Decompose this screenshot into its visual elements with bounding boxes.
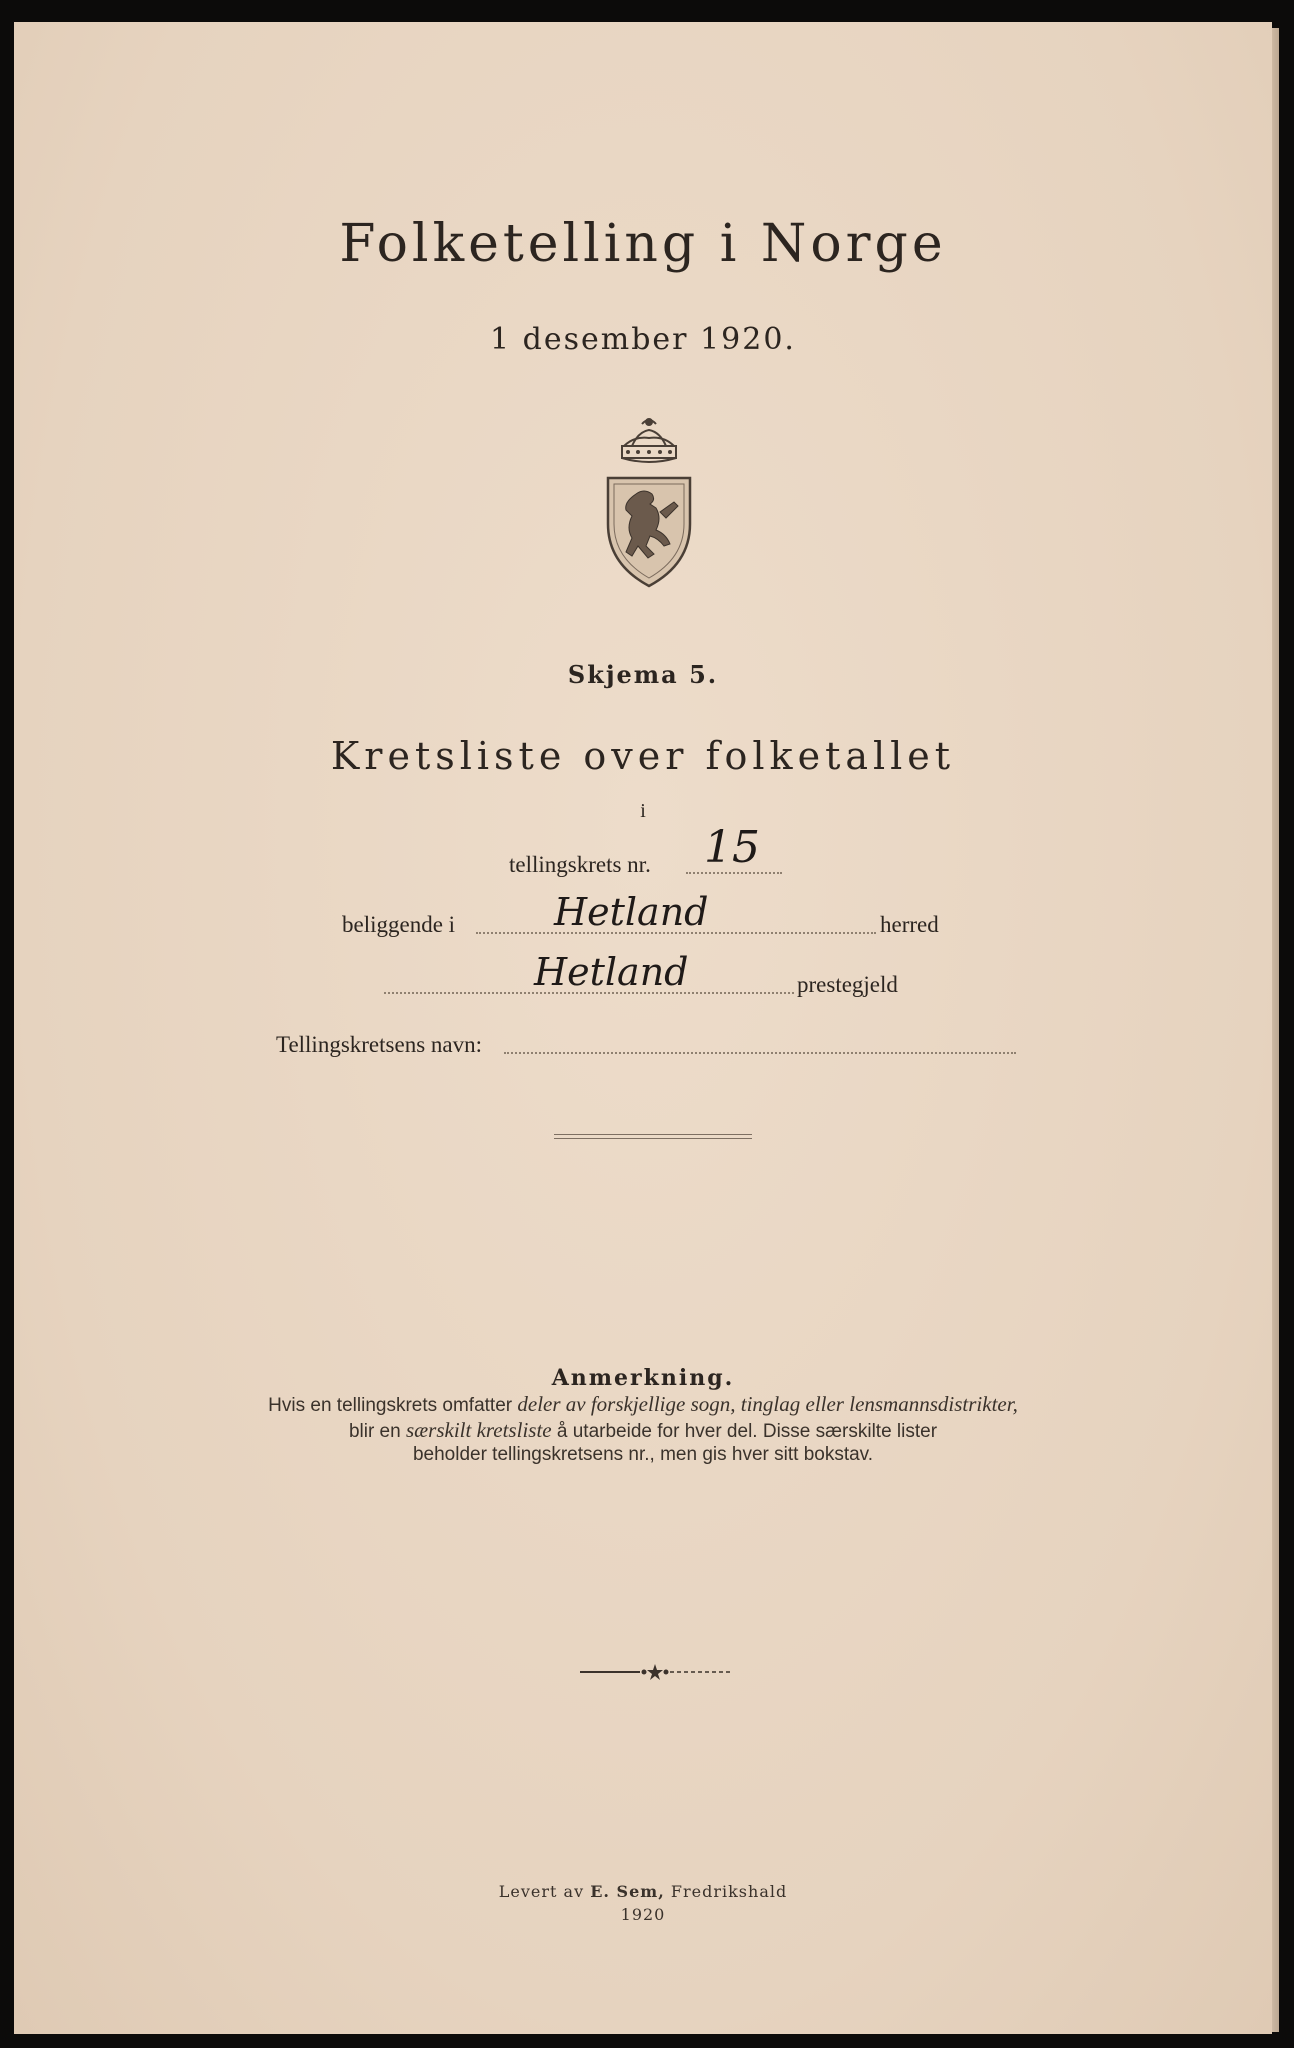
prestegjeld-label: prestegjeld: [797, 972, 898, 997]
note-emphasis: deler av forskjellige sogn, tinglag eller lensmannsdistrikter,: [517, 1392, 1018, 1416]
note-text: blir en: [348, 1421, 406, 1442]
coat-of-arms-icon: [602, 416, 696, 588]
note-line-1: [14, 1392, 1272, 1417]
herred-label: herred: [880, 912, 939, 937]
schema-number: Skjema 5.: [567, 660, 719, 689]
form-heading: Kretsliste over folketallet: [330, 734, 956, 778]
note-line-3: beholder tellingskretsens nr., men gis hver sitt bokstav.: [412, 1444, 874, 1465]
herred-value: Hetland: [554, 890, 709, 934]
printer-name: E. Sem,: [590, 1882, 665, 1901]
supplied-by: Levert av: [498, 1882, 585, 1901]
district-name-label: Tellingskretsens navn:: [276, 1032, 482, 1057]
printer-place: Fredrikshald: [670, 1882, 788, 1901]
district-number-label: tellingskrets nr.: [509, 852, 651, 877]
page-edge: [1272, 28, 1279, 2032]
star-ornament-icon: [580, 1662, 730, 1682]
print-year: 1920: [620, 1905, 666, 1924]
divider-rule: [554, 1134, 752, 1139]
district-name-line: [504, 1052, 1016, 1054]
note-text: å utarbeide for hver del. Disse særskilte lister: [551, 1421, 938, 1442]
prestegjeld-value: Hetland: [534, 950, 689, 994]
document-title: Folketelling i Norge: [339, 214, 947, 274]
district-number-value: 15: [704, 822, 760, 873]
document-page: [14, 22, 1272, 2034]
located-in-label: beliggende i: [342, 912, 456, 937]
note-emphasis: særskilt kretsliste: [405, 1418, 552, 1442]
note-text: Hvis en tellingskrets omfatter: [268, 1395, 518, 1416]
connector-word: i: [640, 800, 646, 822]
printer-line: [14, 1882, 1272, 1901]
note-heading: Anmerkning.: [551, 1365, 735, 1391]
census-date: 1 desember 1920.: [490, 322, 796, 357]
note-line-2: [14, 1418, 1272, 1443]
